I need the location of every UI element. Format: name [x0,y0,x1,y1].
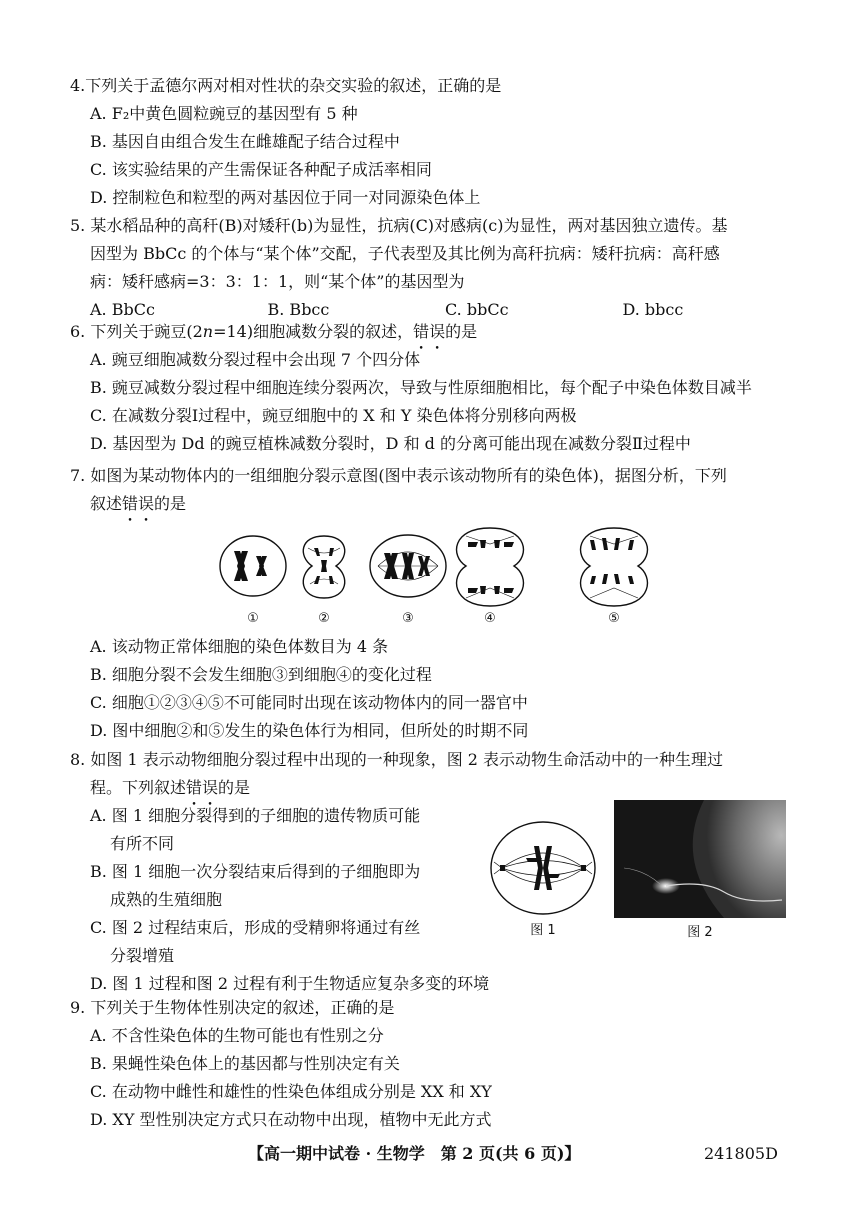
q7-stem-line1: 7. 如图为某动物体内的一组细胞分裂示意图(图中表示该动物所有的染色体)，据图分析，下列 [70,466,727,485]
question-4 [70,72,800,212]
question-7 [70,462,800,518]
q4-option-c: C. 该实验结果的产生需保证各种配子成活率相同 [90,160,432,179]
cell-label-2: ② [318,611,330,626]
question-5 [70,212,800,324]
q4-option-a: A. F₂中黄色圆粒豌豆的基因型有 5 种 [90,104,358,123]
q6-option-b: B. 豌豆减数分裂过程中细胞连续分裂两次，导致与性原细胞相比，每个配子中染色体数目减半 [90,378,752,397]
question-7-options [70,633,800,745]
q7-emphasis-1: 错 [122,494,139,513]
q8-emphasis-2: 误 [202,778,219,797]
cell-1 [220,536,286,596]
q7-option-b: B. 细胞分裂不会发生细胞③到细胞④的变化过程 [90,665,432,684]
q9-option-c: C. 在动物中雌性和雄性的性染色体组成分别是 XX 和 XY [90,1082,492,1101]
q5-option-a: A. BbCc [90,300,155,319]
q6-option-d: D. 基因型为 Dd 的豌豆植株减数分裂时，D 和 d 的分离可能出现在减数分裂Ⅱ过程中 [90,434,691,453]
q8-option-b-line1: B. 图 1 细胞一次分裂结束后得到的子细胞即为 [90,862,421,881]
q7-option-c: C. 细胞①②③④⑤不可能同时出现在该动物体内的同一器官中 [90,693,528,712]
cell-label-3: ③ [402,611,414,626]
q7-stem-line2 [70,490,800,518]
q6-stem-post: 的是 [445,322,478,341]
q8-figure-1-caption: 图 1 [530,923,556,938]
q8-figure-1 [488,818,598,940]
cell-label-4: ④ [484,611,496,626]
q6-emphasis-2: 误 [429,322,446,341]
q8-option-c-line1: C. 图 2 过程结束后，形成的受精卵将通过有丝 [90,918,421,937]
q6-stem [70,318,800,346]
q8-figure-2-photo [614,800,786,942]
q8-option-a-line1: A. 图 1 细胞分裂得到的子细胞的遗传物质可能 [90,806,421,825]
q6-stem-n: n [202,322,214,341]
footer-code: 241805D [704,1144,778,1163]
q6-stem-mid: =14)细胞减数分裂的叙述， [213,322,414,341]
q7-option-d: D. 图中细胞②和⑤发生的染色体行为相同，但所处的时期不同 [90,721,529,740]
q9-option-a: A. 不含性染色体的生物可能也有性别之分 [90,1026,384,1045]
q7-cell-division-figure [218,518,658,630]
q9-option-d: D. XY 型性别决定方式只在动物中出现，植物中无此方式 [90,1110,492,1129]
q5-option-b: B. Bbcc [267,300,330,319]
q5-stem-line2: 因型为 BbCc 的个体与“某个体”交配，子代表型及其比例为高秆抗病：矮秆抗病：高秆感 [90,244,720,263]
q8-stem-post: 的是 [218,778,251,797]
q8-emphasis-1: 错 [186,778,203,797]
q8-figure-2-caption: 图 2 [687,925,713,940]
q4-stem: 4.下列关于孟德尔两对相对性状的杂交实验的叙述，正确的是 [70,76,502,95]
cell-2 [303,536,344,598]
q8-stem-line2 [70,774,800,802]
footer-title: 【高一期中试卷 · 生物学 第 2 页(共 6 页)】 [248,1144,581,1163]
q4-option-b: B. 基因自由组合发生在雌雄配子结合过程中 [90,132,400,151]
cell-label-5: ⑤ [608,611,620,626]
cell-label-1: ① [247,611,259,626]
q6-option-c: C. 在减数分裂Ⅰ过程中，豌豆细胞中的 X 和 Y 染色体将分别移向两极 [90,406,577,425]
q5-stem-line1: 5. 某水稻品种的高秆(B)对矮秆(b)为显性，抗病(C)对感病(c)为显性，两对基因独立遗传。基 [70,216,728,235]
q6-stem-pre: 6. 下列关于豌豆(2 [70,322,203,341]
q6-option-a: A. 豌豆细胞减数分裂过程中会出现 7 个四分体 [90,350,421,369]
q8-stem-pre: 程。下列叙述 [90,778,187,797]
q7-option-a: A. 该动物正常体细胞的染色体数目为 4 条 [90,637,389,656]
q8-stem-line1: 8. 如图 1 表示动物细胞分裂过程中出现的一种现象，图 2 表示动物生命活动中的一种生理过 [70,750,724,769]
q8-option-d: D. 图 1 过程和图 2 过程有利于生物适应复杂多变的环境 [90,974,490,993]
q5-stem-line3: 病：矮秆感病=3：3：1：1，则“某个体”的基因型为 [90,272,465,291]
cell-3 [370,535,446,597]
cell-4 [457,528,524,606]
q8-option-b-line2: 成熟的生殖细胞 [110,890,223,909]
cell-5 [581,528,648,606]
q5-option-d: D. bbcc [622,300,684,319]
q4-option-d: D. 控制粒色和粒型的两对基因位于同一对同源染色体上 [90,188,481,207]
q7-stem-pre: 叙述 [90,494,123,513]
q7-stem-post: 的是 [154,494,187,513]
question-6 [70,318,800,458]
q8-option-c-line2: 分裂增殖 [110,946,175,965]
q5-option-c: C. bbCc [445,300,509,319]
q8-option-a-line2: 有所不同 [110,834,175,853]
q7-emphasis-2: 误 [138,494,155,513]
q9-option-b: B. 果蝇性染色体上的基因都与性别决定有关 [90,1054,400,1073]
q9-stem: 9. 下列关于生物体性别决定的叙述，正确的是 [70,998,395,1017]
question-9 [70,994,800,1134]
q6-emphasis-1: 错 [413,322,430,341]
